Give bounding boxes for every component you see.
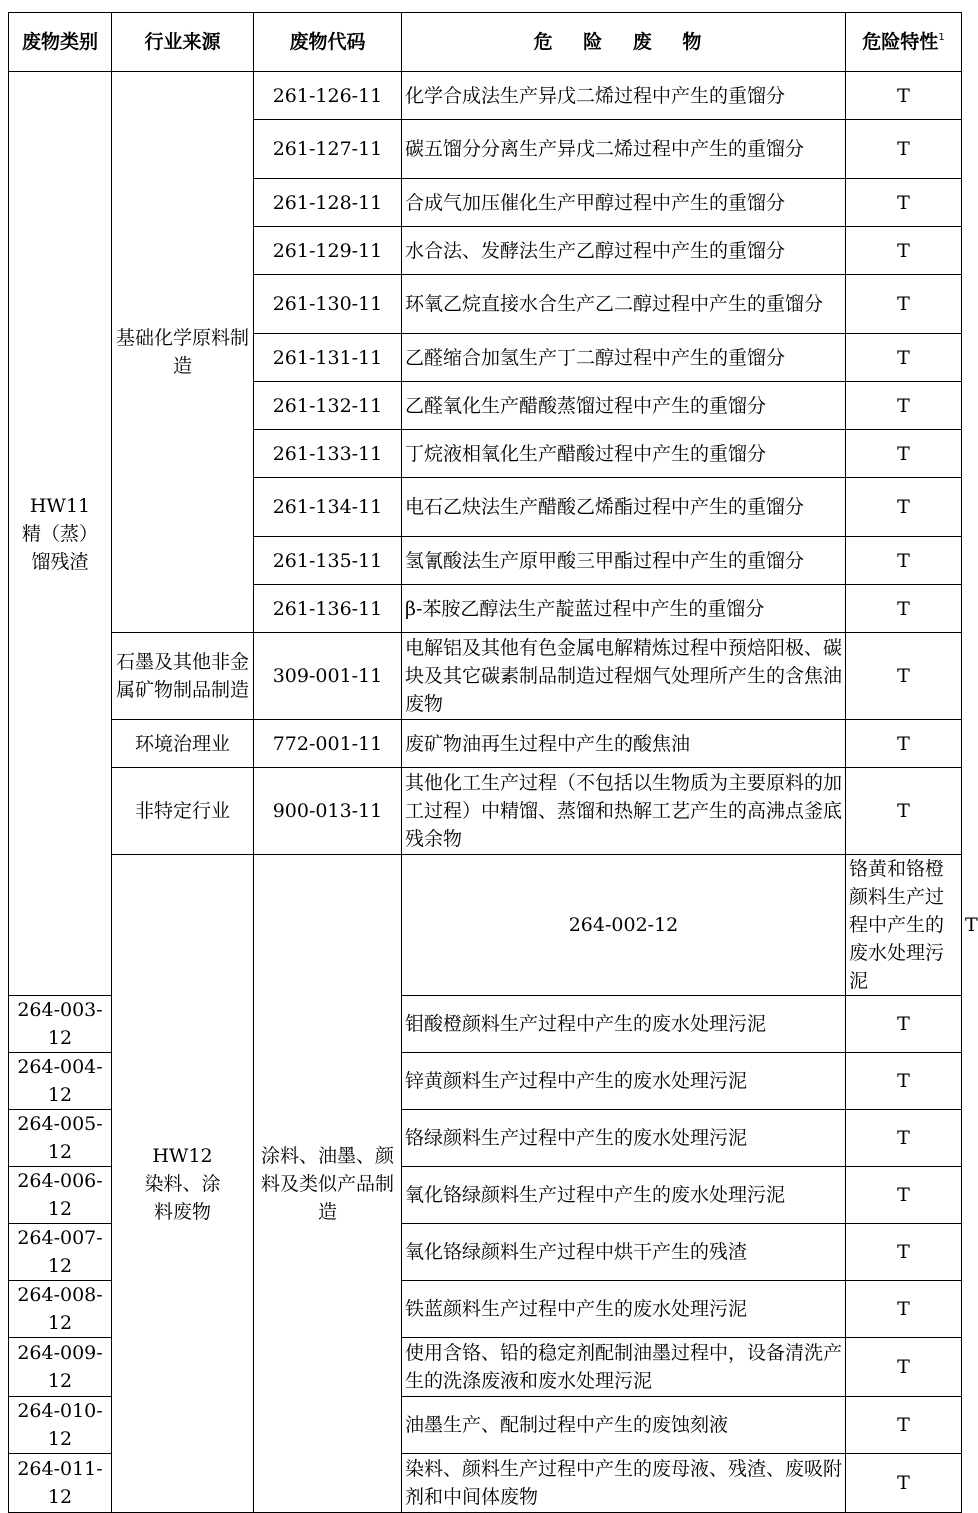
waste-description: 氧化铬绿颜料生产过程中产生的废水处理污泥 — [402, 1167, 846, 1224]
hazard-characteristic: T — [846, 227, 962, 275]
table-row — [9, 72, 962, 120]
waste-code: 264-008-12 — [9, 1281, 112, 1338]
industry-cell — [112, 720, 254, 768]
waste-description: 电石乙炔法生产醋酸乙烯酯过程中产生的重馏分 — [402, 478, 846, 537]
waste-code: 261-127-11 — [254, 120, 402, 179]
hazard-characteristic: T — [846, 120, 962, 179]
waste-description: 使用含铬、铅的稳定剂配制油墨过程中，设备清洗产生的洗涤废液和废水处理污泥 — [402, 1338, 846, 1397]
table-row: HW12 染料、涂 料废物 涂料、油墨、颜料及类似产品制造 264-002-12 铬黄和铬橙颜料生产过程中产生的废水处理污泥 T — [9, 855, 962, 996]
waste-description: 铁蓝颜料生产过程中产生的废水处理污泥 — [402, 1281, 846, 1338]
waste-description: 乙醛氧化生产醋酸蒸馏过程中产生的重馏分 — [402, 382, 846, 430]
industry-cell — [254, 855, 402, 1513]
hazard-characteristic: T — [846, 1397, 962, 1454]
waste-code: 261-126-11 — [254, 72, 402, 120]
waste-description: 铬绿颜料生产过程中产生的废水处理污泥 — [402, 1110, 846, 1167]
waste-code: 261-130-11 — [254, 275, 402, 334]
waste-description: 水合法、发酵法生产乙醇过程中产生的重馏分 — [402, 227, 846, 275]
waste-description: 氧化铬绿颜料生产过程中烘干产生的残渣 — [402, 1224, 846, 1281]
category-name-line2: 料废物 — [153, 1200, 211, 1223]
category-code: HW12 — [152, 1144, 213, 1167]
hazard-characteristic: T — [846, 1110, 962, 1167]
industry-name: 基础化学原料制造 — [115, 327, 249, 377]
category-cell-hw12 — [112, 855, 254, 1513]
header-characteristic: 危险特性 — [862, 31, 939, 53]
table-row — [9, 633, 962, 720]
waste-description: 其他化工生产过程（不包括以生物质为主要原料的加工过程）中精馏、蒸馏和热解工艺产生的高沸点釜底残余物 — [402, 768, 846, 855]
category-name-line2: 馏残渣 — [31, 550, 89, 573]
category-cell-hw11 — [9, 72, 112, 996]
waste-code: 261-135-11 — [254, 537, 402, 585]
hazard-characteristic: T — [846, 633, 962, 720]
waste-code: 261-131-11 — [254, 334, 402, 382]
waste-description: 油墨生产、配制过程中产生的废蚀刻液 — [402, 1397, 846, 1454]
category-name-line1: 精（蒸） — [21, 522, 98, 545]
waste-code: 264-007-12 — [9, 1224, 112, 1281]
header-hazardous-waste: 危 险 废 物 — [402, 13, 846, 72]
waste-description: 环氧乙烷直接水合生产乙二醇过程中产生的重馏分 — [402, 275, 846, 334]
hazard-characteristic: T — [846, 720, 962, 768]
hazard-characteristic: T — [846, 478, 962, 537]
waste-code: 264-003-12 — [9, 996, 112, 1053]
industry-cell — [112, 768, 254, 855]
hazard-characteristic: T — [846, 537, 962, 585]
waste-description: 化学合成法生产异戊二烯过程中产生的重馏分 — [402, 72, 846, 120]
hazard-characteristic: T — [846, 1454, 962, 1513]
industry-cell — [112, 72, 254, 633]
category-name-line1: 染料、涂 — [144, 1172, 221, 1195]
waste-code: 264-011-12 — [9, 1454, 112, 1513]
hazard-characteristic: T — [846, 585, 962, 633]
hazard-characteristic: T — [846, 430, 962, 478]
waste-description: 钼酸橙颜料生产过程中产生的废水处理污泥 — [402, 996, 846, 1053]
waste-description: 染料、颜料生产过程中产生的废母液、残渣、废吸附剂和中间体废物 — [402, 1454, 846, 1513]
industry-name: 环境治理业 — [134, 732, 230, 755]
waste-code: 261-136-11 — [254, 585, 402, 633]
hazard-characteristic: T — [846, 275, 962, 334]
hazard-characteristic: T — [846, 1338, 962, 1397]
table-row — [9, 768, 962, 855]
table-row — [9, 720, 962, 768]
hazard-characteristic: T — [846, 1224, 962, 1281]
header-industry: 行业来源 — [112, 13, 254, 72]
waste-description: 锌黄颜料生产过程中产生的废水处理污泥 — [402, 1053, 846, 1110]
hazard-characteristic: T — [846, 179, 962, 227]
waste-code: 264-010-12 — [9, 1397, 112, 1454]
header-category: 废物类别 — [9, 13, 112, 72]
waste-description: 丁烷液相氧化生产醋酸过程中产生的重馏分 — [402, 430, 846, 478]
hazard-characteristic: T — [846, 382, 962, 430]
waste-code: 261-128-11 — [254, 179, 402, 227]
hazard-characteristic: T — [846, 996, 962, 1053]
industry-cell — [112, 633, 254, 720]
waste-code: 261-132-11 — [254, 382, 402, 430]
waste-description: 乙醛缩合加氢生产丁二醇过程中产生的重馏分 — [402, 334, 846, 382]
waste-code: 264-006-12 — [9, 1167, 112, 1224]
waste-code: 264-005-12 — [9, 1110, 112, 1167]
header-characteristic-cell — [846, 13, 962, 72]
hazard-characteristic: T — [846, 1281, 962, 1338]
footnote-marker: 1 — [938, 32, 945, 43]
hazard-characteristic: T — [846, 768, 962, 855]
header-row — [9, 13, 962, 72]
waste-code: 309-001-11 — [254, 633, 402, 720]
industry-name: 非特定行业 — [134, 800, 230, 822]
waste-code: 261-133-11 — [254, 430, 402, 478]
hazard-characteristic: T — [846, 72, 962, 120]
category-code: HW11 — [29, 494, 91, 517]
hazard-characteristic: T — [846, 334, 962, 382]
waste-description: 氢氰酸法生产原甲酸三甲酯过程中产生的重馏分 — [402, 537, 846, 585]
hazard-characteristic: T — [846, 1167, 962, 1224]
industry-name: 石墨及其他非金属矿物制品制造 — [115, 651, 249, 701]
hazard-characteristic: T — [846, 1053, 962, 1110]
waste-description: 铬黄和铬橙颜料生产过程中产生的废水处理污泥 — [846, 855, 962, 996]
waste-code: 264-004-12 — [9, 1053, 112, 1110]
hazardous-waste-table — [8, 12, 978, 1513]
waste-code: 261-134-11 — [254, 478, 402, 537]
waste-description: 合成气加压催化生产甲醇过程中产生的重馏分 — [402, 179, 846, 227]
industry-name: 涂料、油墨、颜料及类似产品制造 — [260, 1144, 394, 1223]
waste-code: 261-129-11 — [254, 227, 402, 275]
header-code: 废物代码 — [254, 13, 402, 72]
waste-code: 900-013-11 — [254, 768, 402, 855]
waste-description: 废矿物油再生过程中产生的酸焦油 — [402, 720, 846, 768]
waste-description: β-苯胺乙醇法生产靛蓝过程中产生的重馏分 — [402, 585, 846, 633]
waste-code: 772-001-11 — [254, 720, 402, 768]
waste-description: 电解铝及其他有色金属电解精炼过程中预焙阳极、碳块及其它碳素制品制造过程烟气处理所产生的含焦油废物 — [402, 633, 846, 720]
waste-code: 264-009-12 — [9, 1338, 112, 1397]
waste-code: 264-002-12 — [402, 855, 846, 996]
waste-description: 碳五馏分分离生产异戊二烯过程中产生的重馏分 — [402, 120, 846, 179]
